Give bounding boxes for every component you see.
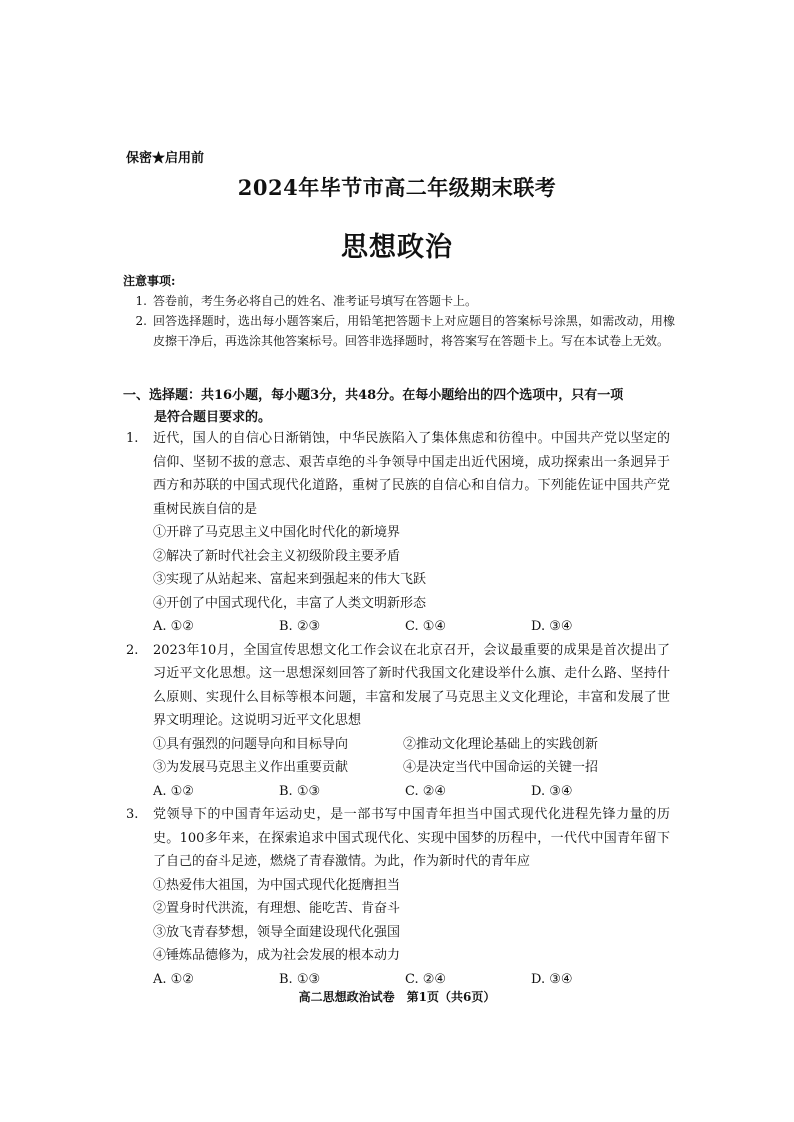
answer-choice-d: D. ③④ bbox=[531, 619, 573, 634]
answer-choices bbox=[126, 780, 670, 804]
section-heading-line: 是符合题目要求的。 bbox=[154, 410, 272, 425]
statement-option: ③为发展马克思主义作出重要贡献 bbox=[153, 760, 349, 775]
statement-option: ①具有强烈的问题导向和目标导向 bbox=[153, 736, 349, 752]
statement-option: ②置身时代洪流，有理想、能吃苦、肯奋斗 bbox=[153, 901, 401, 916]
question-number: 1. bbox=[126, 431, 139, 446]
notes-item-text: 答卷前，考生务必将自己的姓名、准考证号填写在答题卡上。 bbox=[153, 294, 478, 308]
statement-option: ②推动文化理论基础上的实践创新 bbox=[403, 736, 599, 752]
answer-choice-b: B. ①③ bbox=[279, 783, 321, 799]
exam-title: 2024年毕节市高二年级期末联考 bbox=[237, 175, 557, 200]
question-stem bbox=[126, 803, 670, 874]
answer-choice-a: A. ①② bbox=[153, 619, 194, 634]
exam-notes bbox=[123, 271, 675, 351]
question-stem bbox=[126, 639, 670, 733]
question-3 bbox=[126, 803, 670, 991]
question-1 bbox=[126, 427, 670, 639]
statement-row bbox=[126, 756, 670, 780]
section-heading bbox=[123, 385, 675, 429]
answer-choice-d: D. ③④ bbox=[531, 971, 573, 987]
answer-choice-b: B. ①③ bbox=[279, 971, 321, 987]
answer-choice-b: B. ②③ bbox=[279, 619, 321, 634]
subject-title: 思想政治 bbox=[341, 232, 453, 263]
statement-option: ④锤炼品德修为，成为社会发展的根本动力 bbox=[153, 948, 401, 963]
question-number: 2. bbox=[126, 642, 139, 658]
notes-item bbox=[123, 291, 675, 311]
statement-option: ①热爱伟大祖国，为中国式现代化挺膺担当 bbox=[153, 877, 401, 893]
question-stem bbox=[126, 427, 670, 521]
answer-choice-c: C. ①④ bbox=[405, 619, 447, 634]
question-text: 2023年10月，全国宣传思想文化工作会议在北京召开，会议最重要的成果是首次提出了习近平文化思想。这一思想深刻回答了新时代我国文化建设举什么旗、走什么路、坚持什么原则、实现什么目标等根本问题，丰富和发展了马克思主义文化理论，丰富和发展了世界文明理论。这说明习近平文化思想 bbox=[153, 642, 670, 728]
statement-option: ③实现了从站起来、富起来到强起来的伟大飞跃 bbox=[153, 572, 427, 587]
notes-heading: 注意事项: bbox=[123, 274, 176, 288]
answer-choice-a: A. ①② bbox=[153, 783, 194, 799]
statement-option: ①开辟了马克思主义中国化时代化的新境界 bbox=[153, 525, 401, 540]
answer-choice-c: C. ②④ bbox=[405, 783, 447, 799]
question-text: 近代，国人的自信心日渐销蚀，中华民族陷入了集体焦虑和彷徨中。中国共产党以坚定的信仰、坚韧不拔的意志、艰苦卓绝的斗争领导中国走出近代困境，成功探索出一条迥异于西方和苏联的中国式现代化道路，重树了民族的自信心和自信力。下列能佐证中国共产党重树民族自信的是 bbox=[153, 431, 670, 517]
confidential-label: 保密★启用前 bbox=[126, 151, 205, 166]
notes-item-number: 2. bbox=[135, 314, 147, 328]
question-number: 3. bbox=[126, 807, 139, 822]
notes-item-text: 回答选择题时，选出每小题答案后，用铅笔把答题卡上对应题目的答案标号涂黑，如需改动，用橡皮擦干净后，再选涂其他答案标号。回答非选择题时，将答案写在答题卡上。写在本试卷上无效。 bbox=[153, 314, 675, 348]
statement-option: ②解决了新时代社会主义初级阶段主要矛盾 bbox=[153, 548, 401, 564]
question-2 bbox=[126, 639, 670, 804]
question-text: 党领导下的中国青年运动史，是一部书写中国青年担当中国式现代化进程先锋力量的历史。100多年来，在探索追求中国式现代化、实现中国梦的历程中，一代代中国青年留下了自己的奋斗足迹，燃烧了青春激情。为此，作为新时代的青年应 bbox=[153, 807, 670, 869]
question-list bbox=[126, 427, 670, 991]
notes-item-number: 1. bbox=[135, 294, 147, 308]
statement-option: ③放飞青春梦想，领导全面建设现代化强国 bbox=[153, 924, 401, 940]
answer-choice-c: C. ②④ bbox=[405, 971, 447, 987]
answer-choice-a: A. ①② bbox=[153, 971, 194, 987]
statement-option: ④是决定当代中国命运的关键一招 bbox=[403, 760, 599, 775]
notes-item bbox=[123, 311, 675, 351]
answer-choices bbox=[126, 615, 670, 639]
page-footer: 高二思想政治试卷 第1页（共6页） bbox=[298, 990, 496, 1004]
answer-choice-d: D. ③④ bbox=[531, 783, 573, 799]
statement-option: ④开创了中国式现代化，丰富了人类文明新形态 bbox=[153, 595, 427, 611]
section-heading-line: 一、选择题：共16小题，每小题3分，共48分。在每小题给出的四个选项中，只有一项 bbox=[123, 388, 624, 403]
statement-row bbox=[126, 733, 670, 757]
